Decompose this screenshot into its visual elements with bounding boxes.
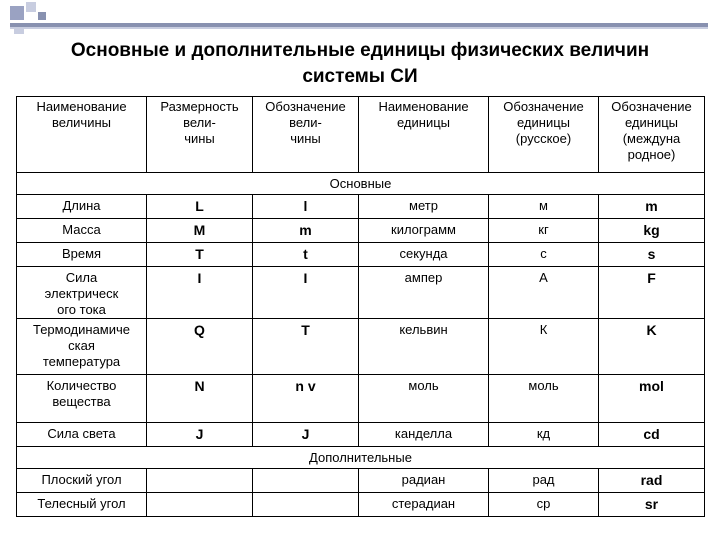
units-table: [16, 96, 705, 517]
cell-quantity-name: Телесный угол: [17, 493, 147, 517]
header-rule: [10, 23, 708, 29]
cell-dimension: Q: [147, 319, 253, 375]
cell-unit-intl: F: [599, 267, 705, 319]
cell-quantity-symbol: t: [253, 243, 359, 267]
table-row: [17, 493, 705, 517]
cell-dimension: L: [147, 195, 253, 219]
cell-unit-intl: m: [599, 195, 705, 219]
header-quantity-name: Наименование величины: [17, 97, 147, 173]
cell-unit-name: стерадиан: [359, 493, 489, 517]
cell-dimension: T: [147, 243, 253, 267]
cell-quantity-name: Длина: [17, 195, 147, 219]
section-main: [17, 173, 705, 195]
cell-dimension: J: [147, 423, 253, 447]
table-row: [17, 219, 705, 243]
table-row: [17, 319, 705, 375]
cell-unit-name: килограмм: [359, 219, 489, 243]
cell-quantity-symbol: J: [253, 423, 359, 447]
cell-quantity-name: Масса: [17, 219, 147, 243]
cell-quantity-name: Время: [17, 243, 147, 267]
section-extra: [17, 447, 705, 469]
cell-unit-ru: А: [489, 267, 599, 319]
table-row: [17, 243, 705, 267]
cell-quantity-name: Термодинамиче ская температура: [17, 319, 147, 375]
title-line-1: Основные и дополнительные единицы физических величин: [70, 40, 650, 61]
cell-unit-name: кельвин: [359, 319, 489, 375]
cell-unit-intl: mol: [599, 375, 705, 423]
cell-quantity-symbol: T: [253, 319, 359, 375]
header-unit-name: Наименование единицы: [359, 97, 489, 173]
cell-dimension: I: [147, 267, 253, 319]
header-unit-intl: Обозначение единицы (междуна родное): [599, 97, 705, 173]
cell-unit-ru: К: [489, 319, 599, 375]
cell-unit-ru: моль: [489, 375, 599, 423]
cell-quantity-symbol: I: [253, 267, 359, 319]
cell-unit-name: ампер: [359, 267, 489, 319]
title-line-2: системы СИ: [302, 66, 418, 87]
table-row: [17, 267, 705, 319]
cell-unit-intl: kg: [599, 219, 705, 243]
cell-quantity-symbol: l: [253, 195, 359, 219]
cell-unit-name: радиан: [359, 469, 489, 493]
table-row: [17, 195, 705, 219]
section-main-label: Основные: [17, 173, 705, 195]
cell-quantity-symbol: m: [253, 219, 359, 243]
table-row: [17, 375, 705, 423]
cell-unit-ru: с: [489, 243, 599, 267]
cell-unit-intl: s: [599, 243, 705, 267]
cell-unit-intl: sr: [599, 493, 705, 517]
cell-unit-ru: м: [489, 195, 599, 219]
cell-unit-ru: кг: [489, 219, 599, 243]
cell-quantity-name: Сила света: [17, 423, 147, 447]
cell-unit-ru: кд: [489, 423, 599, 447]
cell-quantity-name: Сила электрическ ого тока: [17, 267, 147, 319]
header-row: [17, 97, 705, 173]
cell-unit-name: моль: [359, 375, 489, 423]
section-extra-label: Дополнительные: [17, 447, 705, 469]
cell-unit-name: секунда: [359, 243, 489, 267]
header-dimension: Размерность вели- чины: [147, 97, 253, 173]
cell-quantity-name: Плоский угол: [17, 469, 147, 493]
cell-unit-name: метр: [359, 195, 489, 219]
header-quantity-symbol: Обозначение вели- чины: [253, 97, 359, 173]
cell-unit-intl: rad: [599, 469, 705, 493]
table-body: [17, 173, 705, 517]
cell-unit-name: канделла: [359, 423, 489, 447]
cell-quantity-symbol: n v: [253, 375, 359, 423]
table-row: [17, 469, 705, 493]
decorative-squares: [0, 0, 60, 40]
cell-dimension: [147, 469, 253, 493]
table-row: [17, 423, 705, 447]
cell-unit-intl: cd: [599, 423, 705, 447]
cell-dimension: N: [147, 375, 253, 423]
cell-unit-ru: рад: [489, 469, 599, 493]
header-unit-ru: Обозначение единицы (русское): [489, 97, 599, 173]
cell-dimension: [147, 493, 253, 517]
cell-unit-ru: ср: [489, 493, 599, 517]
cell-dimension: M: [147, 219, 253, 243]
cell-quantity-name: Количество вещества: [17, 375, 147, 423]
page-title: [40, 38, 680, 90]
cell-unit-intl: K: [599, 319, 705, 375]
cell-quantity-symbol: [253, 493, 359, 517]
cell-quantity-symbol: [253, 469, 359, 493]
